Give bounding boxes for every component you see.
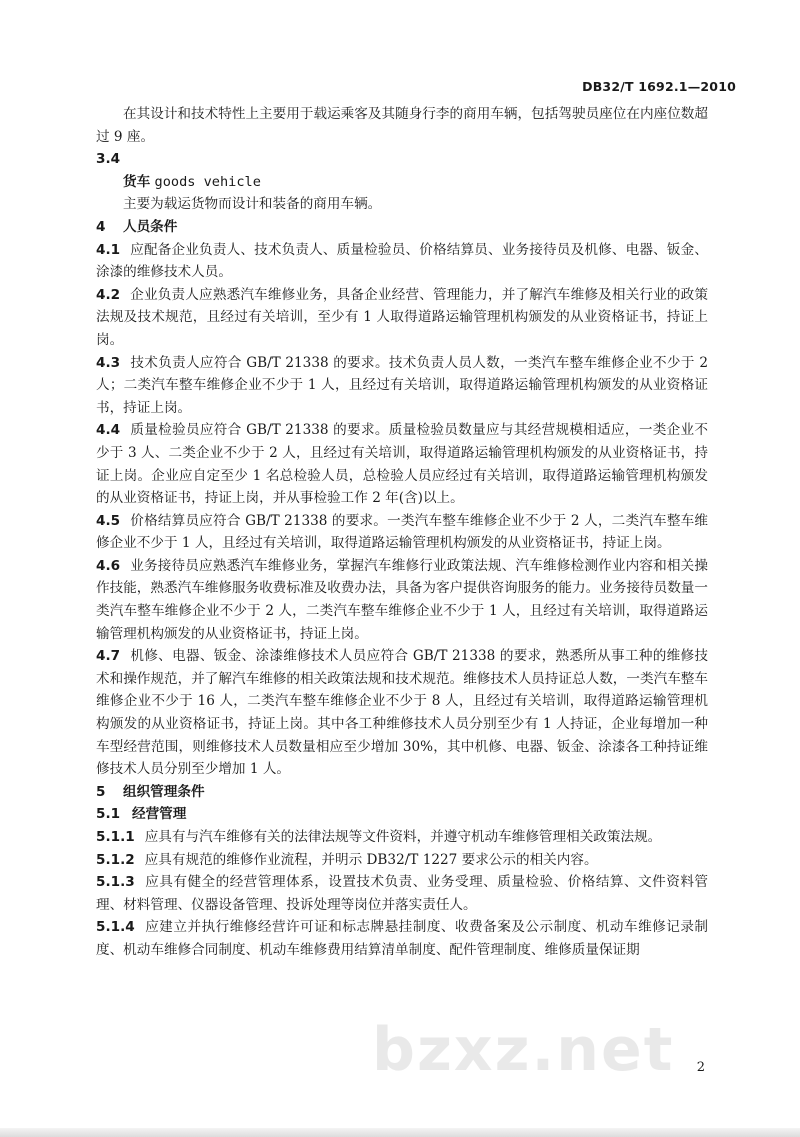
term-heading: [96, 171, 708, 194]
clause-text: 应配备企业负责人、技术负责人、质量检验员、价格结算员、业务接待员及机修、电器、钣金、涂漆的维修技术人员。: [96, 241, 708, 281]
clause-text: 机修、电器、钣金、涂漆维修技术人员应符合 GB/T 21338 的要求，熟悉所从事工种的维修技术和操作规范，并了解汽车维修的相关政策法规和技术规范。维修技术人员持证总人数，一类汽车整车维修企业不少于 16 人，二类汽车整车维修企业不少于 8 人，且经过有关培训，取得道路运输管理机构颁发的从业资格证书，持证上岗。其中各工种维修技术人员分别至少有 1 人持证，企业每增加一种车型经营范围，则维修技术人员数量相应至少增加 30%，其中机修、电器、钣金、涂漆各工种持证维修技术人员分别至少增加 1 人。: [96, 648, 708, 778]
clause-number: 4.4: [96, 422, 121, 439]
section-title: 组织管理条件: [123, 783, 205, 800]
clause-number: 5.1.2: [96, 851, 135, 868]
section-heading-4: [96, 216, 708, 239]
section-heading-5: [96, 781, 708, 804]
clause-text: 技术负责人应符合 GB/T 21338 的要求。技术负责人员人数，一类汽车整车维修企业不少于 2 人；二类汽车整车维修企业不少于 1 人，且经过有关培训，取得道路运输管理机构颁发的从业资格证书，持证上岗。: [96, 354, 708, 416]
clause: [96, 510, 708, 555]
document-body: [96, 103, 708, 962]
clause-number: 4.1: [96, 241, 121, 258]
clause: [96, 871, 708, 916]
clause-text: 应具有规范的维修作业流程，并明示 DB32/T 1227 要求公示的相关内容。: [144, 851, 598, 868]
clause: [96, 419, 708, 509]
clause-text: 企业负责人应熟悉汽车维修业务，具备企业经营、管理能力，并了解汽车维修及相关行业的政策法规及技术规范，且经过有关培训，至少有 1 人取得道路运输管理机构颁发的从业资格证书，持证上岗。: [96, 286, 708, 348]
clause: [96, 352, 708, 420]
clause-number: 4.2: [96, 286, 121, 303]
clause: [96, 239, 708, 284]
clause: [96, 284, 708, 352]
clause: [96, 916, 708, 961]
intro-paragraph: 在其设计和技术特性上主要用于载运乘客及其随身行李的商用车辆，包括驾驶员座位在内座位数超过 9 座。: [96, 106, 708, 145]
term-number: 3.4: [96, 151, 121, 168]
clause-number: 4.6: [96, 557, 121, 574]
clause-number: 5.1.1: [96, 829, 135, 845]
clause-number: 4.3: [96, 354, 121, 371]
subsection-heading-5-1: [96, 803, 708, 826]
subsection-number: 5.1: [96, 806, 121, 823]
watermark: bzxz.net: [372, 1015, 675, 1085]
clause: [96, 555, 708, 645]
section-title: 人员条件: [123, 218, 178, 235]
section-number: 5: [96, 783, 106, 800]
clause-text: 应具有健全的经营管理体系，设置技术负责、业务受理、质量检验、价格结算、文件资料管理、材料管理、仪器设备管理、投诉处理等岗位并落实责任人。: [96, 874, 708, 913]
page-number: 2: [696, 1060, 705, 1075]
subsection-title: 经营管理: [132, 806, 187, 823]
page-bottom-edge: [0, 1128, 800, 1137]
term-definition: 主要为载运货物而设计和装备的商用车辆。: [123, 196, 382, 213]
term-english: goods vehicle: [154, 173, 261, 190]
clause-number: 5.1.3: [96, 874, 135, 891]
document-code-header: DB32/T 1692.1—2010: [582, 79, 736, 94]
clause-text: 应具有与汽车维修有关的法律法规等文件资料，并遵守机动车维修管理相关政策法规。: [144, 829, 662, 845]
section-number: 4: [96, 218, 106, 235]
clause: [96, 849, 708, 872]
clause-text: 应建立并执行维修经营许可证和标志牌悬挂制度、收费备案及公示制度、机动车维修记录制度、机动车维修合同制度、机动车维修费用结算清单制度、配件管理制度、维修质量保证期: [96, 919, 708, 958]
clause: [96, 826, 708, 849]
clause-text: 质量检验员应符合 GB/T 21338 的要求。质量检验员数量应与其经营规模相适应，一类企业不少于 3 人、二类企业不少于 2 人，且经过有关培训，取得道路运输管理机构颁发的从业资格证书，持证上岗。企业应自定至少 1 名总检验人员，总检验人员应经过有关培训，取得道路运输管理机构颁发的从业资格证书，持证上岗，并从事检验工作 2 年(含)以上。: [96, 422, 708, 507]
clause-number: 4.5: [96, 512, 121, 529]
term-chinese: 货车: [123, 173, 151, 190]
clause-text: 业务接待员应熟悉汽车维修业务，掌握汽车维修行业政策法规、汽车维修检测作业内容和相关操作技能，熟悉汽车维修服务收费标准及收费办法，具备为客户提供咨询服务的能力。业务接待员数量一类汽车整车维修企业不少于 2 人，二类汽车整车维修企业不少于 1 人，且经过有关培训，取得道路运输管理机构颁发的从业资格证书，持证上岗。: [96, 557, 708, 642]
clause-number: 4.7: [96, 648, 121, 665]
clause: [96, 645, 708, 781]
clause-number: 5.1.4: [96, 919, 135, 936]
clause-text: 价格结算员应符合 GB/T 21338 的要求。一类汽车整车维修企业不少于 2 人，二类汽车整车维修企业不少于 1 人，且经过有关培训，取得道路运输管理机构颁发的从业资格证书，持证上岗。: [96, 512, 708, 552]
